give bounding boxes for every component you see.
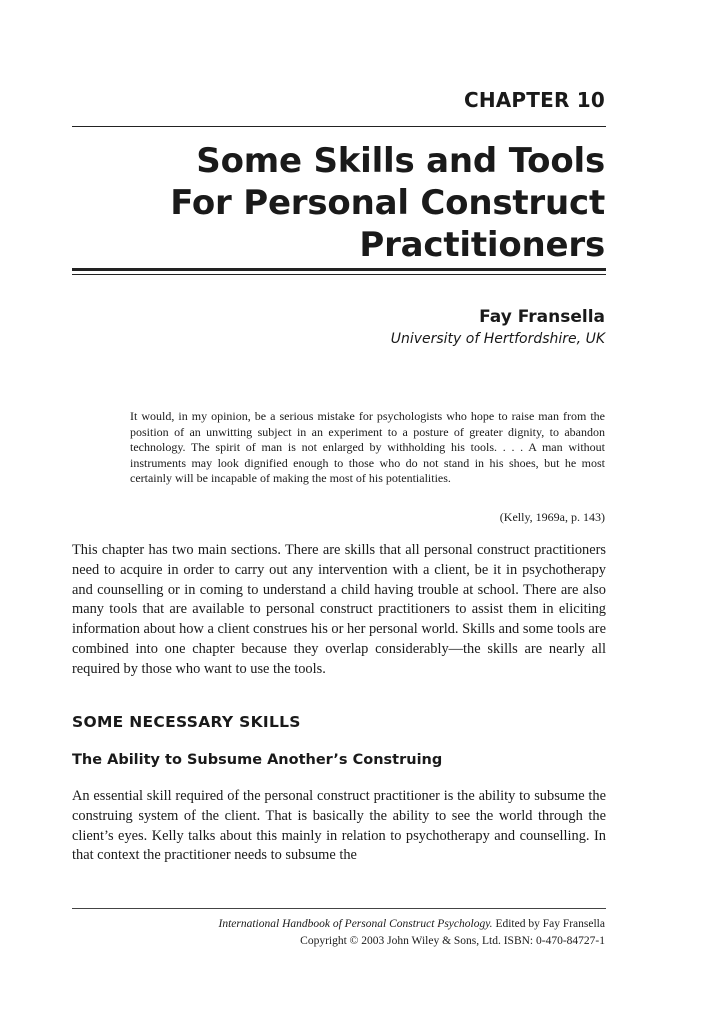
footer-book-title: International Handbook of Personal Construct Psychology. xyxy=(218,918,493,930)
title-rule-thin xyxy=(72,274,606,275)
author-affiliation: University of Hertfordshire, UK xyxy=(390,331,605,347)
header-rule xyxy=(72,126,606,127)
title-rule-thick xyxy=(72,268,606,271)
footer-edited-by: Edited by Fay Fransella xyxy=(495,918,605,930)
chapter-title-line-2: For Personal Construct xyxy=(170,183,605,223)
epigraph-quote: It would, in my opinion, be a serious mistake for psychologists who hope to raise man from the position of an unwitting subject in an experiment to a posture of greater dignity, to abandon technology. The spirit of man is not enlarged by withholding his tools. . . . A man without instruments may look dignified enough to those who do not stand in his shoes, but he most certainly will be incapable of making the most of his potentialities. xyxy=(130,409,605,486)
footer-citation xyxy=(219,918,606,930)
subsection-heading: The Ability to Subsume Another’s Construing xyxy=(72,752,443,768)
epigraph-citation: (Kelly, 1969a, p. 143) xyxy=(499,510,605,524)
footer-copyright: Copyright © 2003 John Wiley & Sons, Ltd. ISBN: 0-470-84727-1 xyxy=(300,935,605,947)
chapter-title-line-1: Some Skills and Tools xyxy=(196,141,605,181)
author-name: Fay Fransella xyxy=(479,307,605,327)
section-heading: SOME NECESSARY SKILLS xyxy=(72,713,301,731)
chapter-title xyxy=(170,140,605,266)
chapter-title-line-3: Practitioners xyxy=(359,225,605,265)
subsection-paragraph: An essential skill required of the personal construct practitioner is the ability to subsume the construing system of the client. That is basically the ability to see the world through the client’s eyes. Kelly talks about this mainly in relation to psychotherapy and counselling. In that context the practitioner needs to subsume the xyxy=(72,788,606,864)
chapter-label: CHAPTER 10 xyxy=(463,88,605,112)
intro-paragraph: This chapter has two main sections. There are skills that all personal construct practitioners need to acquire in order to carry out any intervention with a client, be it in psychotherapy and counselling or in coming to understand a child having trouble at school. There are also many tools that are available to personal construct practitioners to assist them in eliciting information about how a client construes his or her personal world. Skills and some tools are combined into one chapter because they overlap considerably—the skills are nearly all required by those who want to use the tools. xyxy=(72,542,606,677)
footer-rule xyxy=(72,908,606,909)
